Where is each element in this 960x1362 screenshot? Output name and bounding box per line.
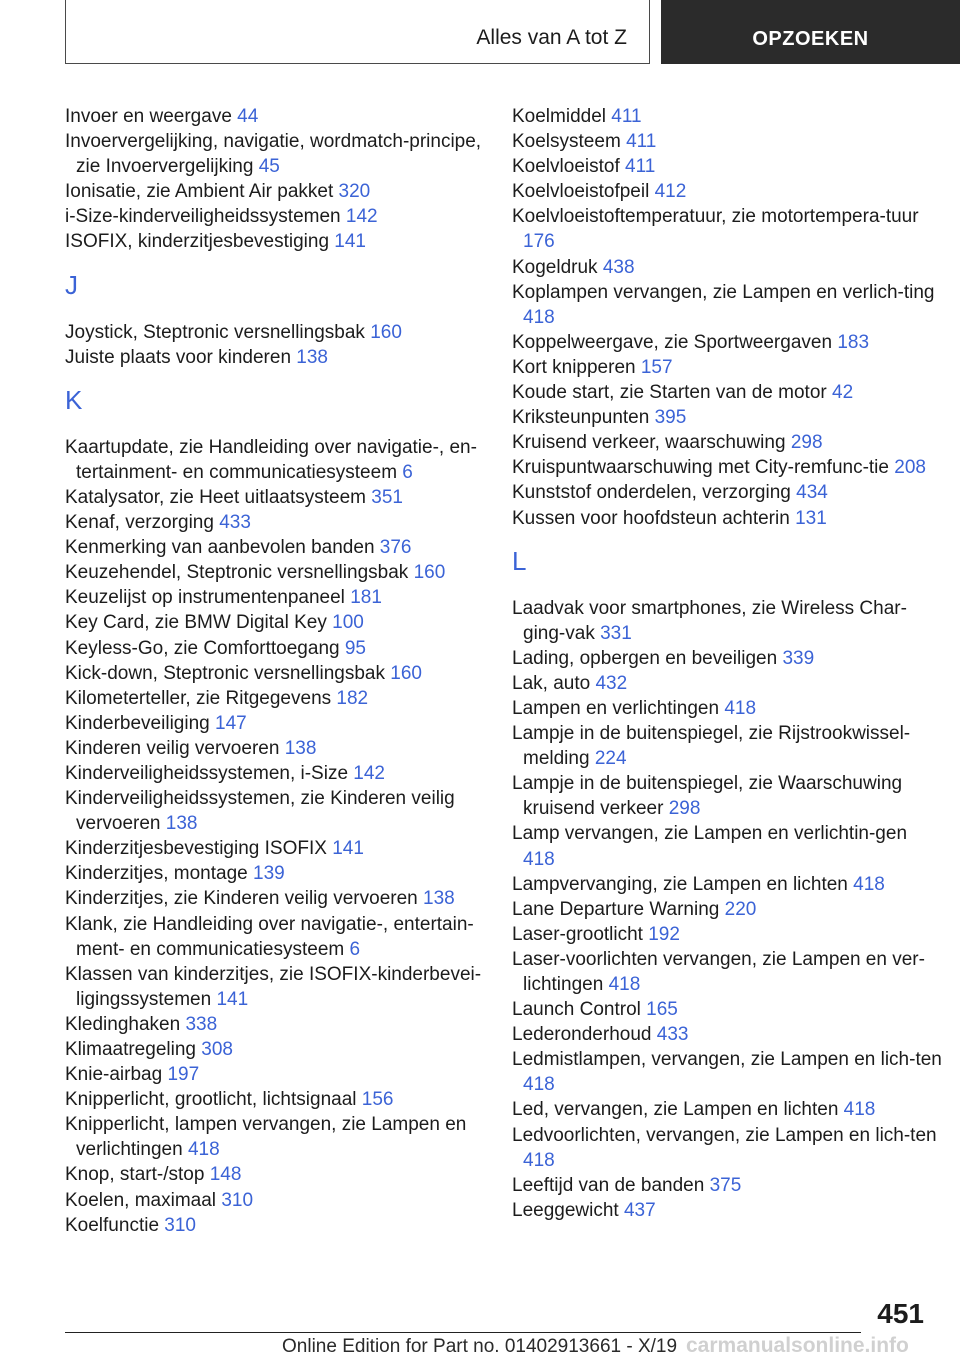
index-entry bbox=[65, 711, 485, 736]
page-link[interactable]: 418 bbox=[523, 848, 555, 870]
page-link[interactable]: 418 bbox=[187, 1139, 220, 1161]
page-link[interactable]: 141 bbox=[334, 231, 366, 253]
entry-term: Lane Departure Warning bbox=[512, 898, 720, 920]
entry-term: Ledmistlampen, vervangen, zie Lampen en lich-ten bbox=[512, 1049, 942, 1071]
entry-term: Laser-grootlicht bbox=[512, 923, 643, 945]
entry-term: Kenmerking van aanbevolen banden bbox=[65, 537, 375, 559]
page-link[interactable]: 192 bbox=[648, 923, 680, 945]
entry-term: i-Size-kinderveiligheidssystemen bbox=[65, 206, 341, 228]
page-link[interactable]: 165 bbox=[646, 999, 678, 1021]
index-entry bbox=[65, 345, 485, 370]
entry-term: Ledvoorlichten, vervangen, zie Lampen en lich-ten bbox=[512, 1124, 937, 1146]
page-link[interactable]: 224 bbox=[594, 748, 627, 770]
entry-term: Lading, opbergen en beveiligen bbox=[512, 647, 778, 669]
page-link[interactable]: 142 bbox=[353, 762, 385, 784]
index-entry bbox=[65, 736, 485, 761]
page-link[interactable]: 181 bbox=[350, 587, 382, 609]
index-entry bbox=[512, 1022, 942, 1047]
index-entry bbox=[65, 886, 485, 911]
entry-term: Kriksteunpunten bbox=[512, 407, 650, 429]
index-letter-heading: L bbox=[512, 545, 527, 576]
page-link[interactable]: 141 bbox=[216, 988, 249, 1010]
entry-term: Lampen en verlichtingen bbox=[512, 697, 720, 719]
entry-term: Koelsysteem bbox=[512, 131, 621, 153]
index-column-right bbox=[512, 104, 942, 1223]
section-title: Alles van A tot Z bbox=[476, 26, 627, 49]
index-entry bbox=[512, 506, 942, 531]
index-entry bbox=[65, 610, 485, 635]
page-link[interactable]: 298 bbox=[668, 798, 701, 820]
index-entry bbox=[512, 771, 942, 821]
page-link[interactable]: 131 bbox=[795, 507, 827, 529]
index-entry bbox=[512, 1123, 942, 1173]
entry-term: Klassen van kinderzitjes, zie ISOFIX-kinderbevei-ligingssystemen bbox=[65, 963, 482, 1010]
page-link[interactable]: 197 bbox=[167, 1064, 200, 1086]
index-entry bbox=[65, 1012, 485, 1037]
page-link[interactable]: 138 bbox=[284, 737, 317, 759]
index-entry bbox=[512, 897, 942, 922]
page-link[interactable]: 160 bbox=[390, 662, 422, 684]
page-link[interactable]: 310 bbox=[221, 1189, 254, 1211]
page-link[interactable]: 6 bbox=[402, 461, 413, 483]
index-entry bbox=[512, 596, 942, 646]
entry-term: Lampje in de buitenspiegel, zie Rijstrookwissel-melding bbox=[512, 723, 911, 770]
page-link[interactable]: 148 bbox=[209, 1164, 242, 1186]
index-entry bbox=[65, 686, 485, 711]
entry-term: Keuzelijst op instrumentenpaneel bbox=[65, 587, 345, 609]
entry-term: Koelvloeistoftemperatuur, zie motortempera-tuur bbox=[512, 206, 919, 228]
entry-term: Invoer en weergave bbox=[65, 106, 232, 127]
page-link[interactable]: 6 bbox=[349, 938, 361, 960]
index-entry bbox=[65, 1162, 485, 1187]
index-entry bbox=[512, 154, 942, 179]
index-entry bbox=[65, 229, 485, 254]
page-link[interactable]: 395 bbox=[654, 407, 687, 429]
page-link[interactable]: 411 bbox=[611, 106, 642, 127]
index-entry bbox=[65, 104, 485, 129]
entry-term: Kinderveiligheidssystemen, i-Size bbox=[65, 762, 349, 784]
index-entry bbox=[512, 1198, 942, 1223]
page-link[interactable]: 220 bbox=[724, 898, 757, 920]
entry-term: Kaartupdate, zie Handleiding over navigatie-, en-tertainment- en communicatiesysteem bbox=[65, 436, 477, 483]
index-entry bbox=[512, 947, 942, 997]
page-link[interactable]: 160 bbox=[370, 321, 402, 343]
index-entry bbox=[512, 280, 942, 330]
index-entry bbox=[512, 104, 942, 129]
page-link[interactable]: 434 bbox=[796, 482, 828, 504]
page-link[interactable]: 310 bbox=[164, 1214, 196, 1236]
index-column-left bbox=[65, 104, 485, 1238]
page-link[interactable]: 320 bbox=[338, 181, 371, 203]
page-link[interactable]: 100 bbox=[332, 612, 364, 634]
entry-term: Koppelweergave, zie Sportweergaven bbox=[512, 331, 833, 353]
index-entry bbox=[65, 1037, 485, 1062]
entry-term: Laser-voorlichten vervangen, zie Lampen en ver-lichtingen bbox=[512, 948, 925, 995]
page-link[interactable]: 138 bbox=[423, 888, 455, 910]
entry-term: Klimaatregeling bbox=[65, 1039, 196, 1060]
entry-term: Invoervergelijking, navigatie, wordmatch-principe, zie Invoervergelijking bbox=[65, 131, 482, 178]
index-entry bbox=[65, 761, 485, 786]
index-entry bbox=[65, 1112, 485, 1162]
page-link[interactable]: 308 bbox=[201, 1039, 233, 1060]
index-entry bbox=[65, 560, 485, 585]
entry-term: Kinderzitjes, montage bbox=[65, 863, 248, 885]
entry-term: Katalysator, zie Heet uitlaatsysteem bbox=[65, 486, 366, 508]
page-link[interactable]: 147 bbox=[215, 712, 247, 734]
page-link[interactable]: 142 bbox=[345, 206, 378, 228]
page-link[interactable]: 183 bbox=[837, 331, 870, 353]
entry-term: Lampje in de buitenspiegel, zie Waarschuwing kruisend verkeer bbox=[512, 773, 903, 820]
index-entry bbox=[512, 646, 942, 671]
page-link[interactable]: 376 bbox=[379, 537, 412, 559]
entry-term: Lampvervanging, zie Lampen en lichten bbox=[512, 873, 848, 895]
footer-edition-text: Online Edition for Part no. 01402913661 - X/19 bbox=[282, 1336, 678, 1357]
index-entry bbox=[512, 480, 942, 505]
page-link[interactable]: 208 bbox=[894, 457, 926, 479]
index-entry bbox=[65, 861, 485, 886]
index-entry bbox=[512, 255, 942, 280]
index-entry bbox=[65, 1213, 485, 1238]
entry-term: Koplampen vervangen, zie Lampen en verlich-ting bbox=[512, 281, 935, 303]
index-entry bbox=[512, 204, 942, 254]
entry-term: Kruisend verkeer, waarschuwing bbox=[512, 432, 786, 454]
index-entry bbox=[65, 585, 485, 610]
entry-term: Lak, auto bbox=[512, 672, 591, 694]
page-link[interactable]: 411 bbox=[626, 131, 657, 153]
index-entry bbox=[512, 721, 942, 771]
entry-term: Kogeldruk bbox=[512, 256, 598, 278]
entry-term: Knie-airbag bbox=[65, 1064, 163, 1086]
entry-term: Kilometerteller, zie Ritgegevens bbox=[65, 687, 332, 709]
page-link[interactable]: 331 bbox=[600, 622, 632, 644]
page-link[interactable]: 160 bbox=[413, 562, 446, 584]
entry-term: Kick-down, Steptronic versnellingsbak bbox=[65, 662, 385, 684]
index-entry bbox=[65, 129, 485, 179]
entry-term: Keyless-Go, zie Comforttoegang bbox=[65, 637, 340, 659]
index-letter-heading: J bbox=[65, 269, 78, 300]
page-link[interactable]: 351 bbox=[371, 486, 403, 508]
opzoeken-tab[interactable]: OPZOEKEN bbox=[661, 0, 960, 64]
page-link[interactable]: 95 bbox=[344, 637, 366, 659]
entry-term: Laadvak voor smartphones, zie Wireless Char-ging-vak bbox=[512, 597, 907, 644]
index-entry bbox=[512, 430, 942, 455]
entry-term: Knop, start-/stop bbox=[65, 1164, 205, 1186]
index-entry bbox=[512, 1097, 942, 1122]
page-link[interactable]: 138 bbox=[165, 813, 198, 835]
index-entry bbox=[65, 179, 485, 204]
page-link[interactable]: 339 bbox=[782, 647, 815, 669]
index-entry bbox=[65, 962, 485, 1012]
page-link[interactable]: 42 bbox=[832, 382, 854, 404]
page-link[interactable]: 411 bbox=[625, 156, 656, 178]
entry-term: Koelen, maximaal bbox=[65, 1189, 217, 1211]
index-letter-heading: K bbox=[65, 384, 83, 415]
index-entry bbox=[65, 1188, 485, 1213]
page-link[interactable]: 437 bbox=[623, 1199, 656, 1221]
index-entry bbox=[512, 997, 942, 1022]
entry-term: Kinderveiligheidssystemen, zie Kinderen veilig vervoeren bbox=[65, 788, 455, 835]
entry-term: Kunststof onderdelen, verzorging bbox=[512, 482, 791, 504]
index-entry bbox=[512, 696, 942, 721]
entry-term: Kledinghaken bbox=[65, 1013, 181, 1035]
page-link[interactable]: 298 bbox=[790, 432, 823, 454]
index-entry bbox=[65, 320, 485, 345]
index-entry bbox=[512, 355, 942, 380]
page-link[interactable]: 418 bbox=[853, 873, 885, 895]
entry-term: Kinderzitjes, zie Kinderen veilig vervoeren bbox=[65, 888, 418, 910]
index-entry bbox=[512, 922, 942, 947]
page-link[interactable]: 176 bbox=[523, 231, 555, 253]
index-entry bbox=[512, 671, 942, 696]
index-entry bbox=[65, 485, 485, 510]
entry-term: Launch Control bbox=[512, 999, 641, 1021]
entry-term: Kinderen veilig vervoeren bbox=[65, 737, 280, 759]
footer-divider bbox=[65, 1332, 861, 1333]
entry-term: Lamp vervangen, zie Lampen en verlichtin-gen bbox=[512, 823, 908, 845]
page-link[interactable]: 418 bbox=[523, 1074, 555, 1096]
page-number: 451 bbox=[877, 1298, 924, 1329]
index-entry bbox=[65, 912, 485, 962]
entry-term: Kinderzitjesbevestiging ISOFIX bbox=[65, 838, 327, 860]
entry-term: Knipperlicht, grootlicht, lichtsignaal bbox=[65, 1089, 357, 1111]
index-entry bbox=[65, 204, 485, 229]
entry-term: Key Card, zie BMW Digital Key bbox=[65, 612, 327, 634]
index-entry bbox=[512, 330, 942, 355]
entry-term: Leeggewicht bbox=[512, 1199, 619, 1221]
entry-term: Koude start, zie Starten van de motor bbox=[512, 382, 827, 404]
entry-term: Juiste plaats voor kinderen bbox=[65, 346, 292, 368]
entry-term: Koelvloeistofpeil bbox=[512, 181, 650, 203]
page-link[interactable]: 433 bbox=[656, 1024, 689, 1046]
entry-term: Led, vervangen, zie Lampen en lichten bbox=[512, 1099, 839, 1121]
page-link[interactable]: 156 bbox=[361, 1089, 394, 1111]
index-entry bbox=[65, 535, 485, 560]
page-link[interactable]: 157 bbox=[640, 356, 673, 378]
entry-term: Knipperlicht, lampen vervangen, zie Lampen en verlichtingen bbox=[65, 1114, 467, 1161]
page-link[interactable]: 44 bbox=[237, 106, 259, 127]
entry-term: Lederonderhoud bbox=[512, 1024, 652, 1046]
page-link[interactable]: 418 bbox=[523, 1149, 555, 1171]
page-link[interactable]: 338 bbox=[185, 1013, 218, 1035]
entry-term: Koelmiddel bbox=[512, 106, 606, 127]
page-link[interactable]: 139 bbox=[253, 863, 285, 885]
index-entry bbox=[512, 455, 942, 480]
entry-term: Kenaf, verzorging bbox=[65, 512, 214, 534]
index-entry bbox=[512, 129, 942, 154]
header-frame bbox=[65, 0, 650, 64]
index-entry bbox=[512, 179, 942, 204]
index-entry bbox=[512, 821, 942, 871]
index-entry bbox=[65, 435, 485, 485]
index-entry bbox=[512, 872, 942, 897]
index-entry bbox=[65, 661, 485, 686]
entry-term: Kinderbeveiliging bbox=[65, 712, 210, 734]
entry-term: Ionisatie, zie Ambient Air pakket bbox=[65, 181, 334, 203]
page-link[interactable]: 375 bbox=[709, 1174, 742, 1196]
page-link[interactable]: 182 bbox=[336, 687, 369, 709]
index-entry bbox=[65, 1087, 485, 1112]
page-link[interactable]: 418 bbox=[523, 306, 555, 328]
page-link[interactable]: 432 bbox=[595, 672, 628, 694]
entry-term: Koelvloeistof bbox=[512, 156, 620, 178]
index-entry bbox=[65, 1062, 485, 1087]
page-link[interactable]: 141 bbox=[332, 838, 364, 860]
page-link[interactable]: 418 bbox=[843, 1099, 876, 1121]
index-entry bbox=[65, 636, 485, 661]
entry-term: Joystick, Steptronic versnellingsbak bbox=[65, 321, 365, 343]
entry-term: Kruispuntwaarschuwing met City-remfunc-tie bbox=[512, 457, 889, 479]
watermark: carmanualsonline.info bbox=[686, 1334, 909, 1357]
entry-term: Leeftijd van de banden bbox=[512, 1174, 705, 1196]
index-entry bbox=[65, 836, 485, 861]
page-link[interactable]: 418 bbox=[608, 974, 641, 995]
index-entry bbox=[65, 786, 485, 836]
entry-term: Kussen voor hoofdsteun achterin bbox=[512, 507, 790, 529]
page-link[interactable]: 45 bbox=[258, 156, 280, 178]
entry-term: Klank, zie Handleiding over navigatie-, entertain-ment- en communicatiesysteem bbox=[65, 913, 474, 960]
page-link[interactable]: 418 bbox=[724, 697, 757, 719]
index-entry bbox=[512, 405, 942, 430]
page-link[interactable]: 412 bbox=[654, 181, 687, 203]
index-entry bbox=[65, 510, 485, 535]
index-entry bbox=[512, 380, 942, 405]
entry-term: ISOFIX, kinderzitjesbevestiging bbox=[65, 231, 330, 253]
page-link[interactable]: 138 bbox=[296, 346, 328, 368]
entry-term: Keuzehendel, Steptronic versnellingsbak bbox=[65, 562, 409, 584]
page-link[interactable]: 433 bbox=[219, 512, 251, 534]
page-link[interactable]: 438 bbox=[602, 256, 635, 278]
entry-term: Koelfunctie bbox=[65, 1214, 160, 1236]
entry-term: Kort knipperen bbox=[512, 356, 636, 378]
index-entry bbox=[512, 1173, 942, 1198]
index-entry bbox=[512, 1047, 942, 1097]
